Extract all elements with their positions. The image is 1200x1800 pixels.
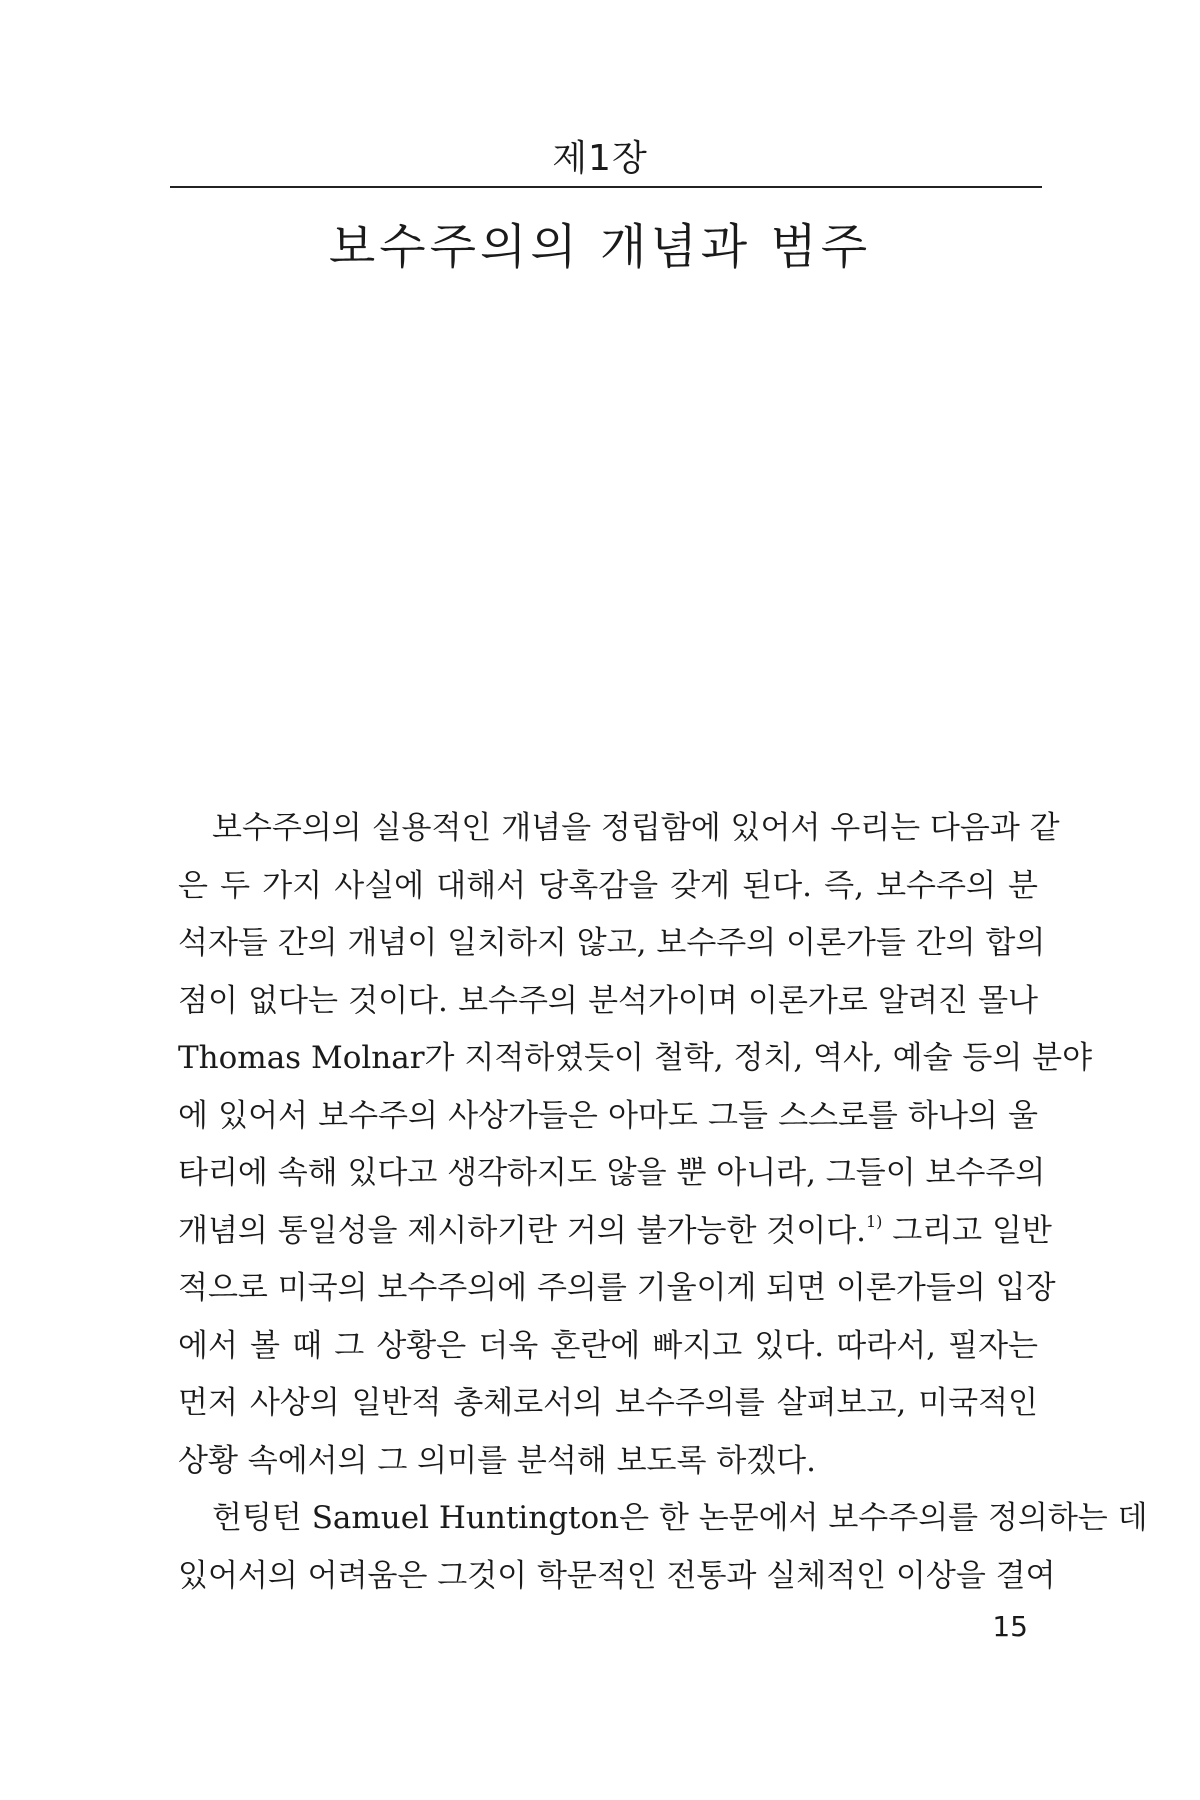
- body-line-tail: 그리고 일반: [882, 1212, 1052, 1249]
- footnote-reference[interactable]: 1): [866, 1211, 883, 1231]
- body-line: 헌팅턴 Samuel Huntington은 한 논문에서 보수주의를 정의하는 데: [212, 1500, 1148, 1536]
- body-line-text: 개념의 통일성을 제시하기란 거의 불가능한 것이다.: [178, 1212, 866, 1249]
- body-line-with-footnote: [178, 1203, 1052, 1261]
- body-line: 적으로 미국의 보수주의에 주의를 기울이게 되면 이론가들의 입장: [178, 1270, 1056, 1306]
- body-line: 상황 속에서의 그 의미를 분석해 보도록 하겠다.: [178, 1442, 816, 1479]
- body-line: Thomas Molnar가 지적하였듯이 철학, 정치, 역사, 예술 등의 분야: [178, 1040, 1093, 1076]
- body-line: 있어서의 어려움은 그것이 학문적인 전통과 실체적인 이상을 결여: [178, 1557, 1056, 1594]
- body-line: 석자들 간의 개념이 일치하지 않고, 보수주의 이론가들 간의 합의: [178, 925, 1046, 961]
- chapter-title: 보수주의의 개념과 범주: [328, 219, 872, 275]
- body-line: 먼저 사상의 일반적 총체로서의 보수주의를 살펴보고, 미국적인: [178, 1385, 1038, 1421]
- body-line: 은 두 가지 사실에 대해서 당혹감을 갖게 된다. 즉, 보수주의 분: [178, 867, 1038, 904]
- body-line: 점이 없다는 것이다. 보수주의 분석가이며 이론가로 알려진 몰나: [178, 982, 1038, 1019]
- page-number: 15: [992, 1610, 1028, 1643]
- body-line: 보수주의의 실용적인 개념을 정립함에 있어서 우리는 다음과 같: [212, 810, 1060, 846]
- chapter-label: 제1장: [552, 138, 648, 179]
- body-line: 에 있어서 보수주의 사상가들은 아마도 그들 스스로를 하나의 울: [178, 1097, 1038, 1134]
- body-line: 에서 볼 때 그 상황은 더욱 혼란에 빠지고 있다. 따라서, 필자는: [178, 1327, 1038, 1364]
- chapter-rule: [170, 186, 1042, 188]
- body-text: [178, 800, 1148, 1605]
- body-line: 타리에 속해 있다고 생각하지도 않을 뿐 아니라, 그들이 보수주의: [178, 1155, 1046, 1191]
